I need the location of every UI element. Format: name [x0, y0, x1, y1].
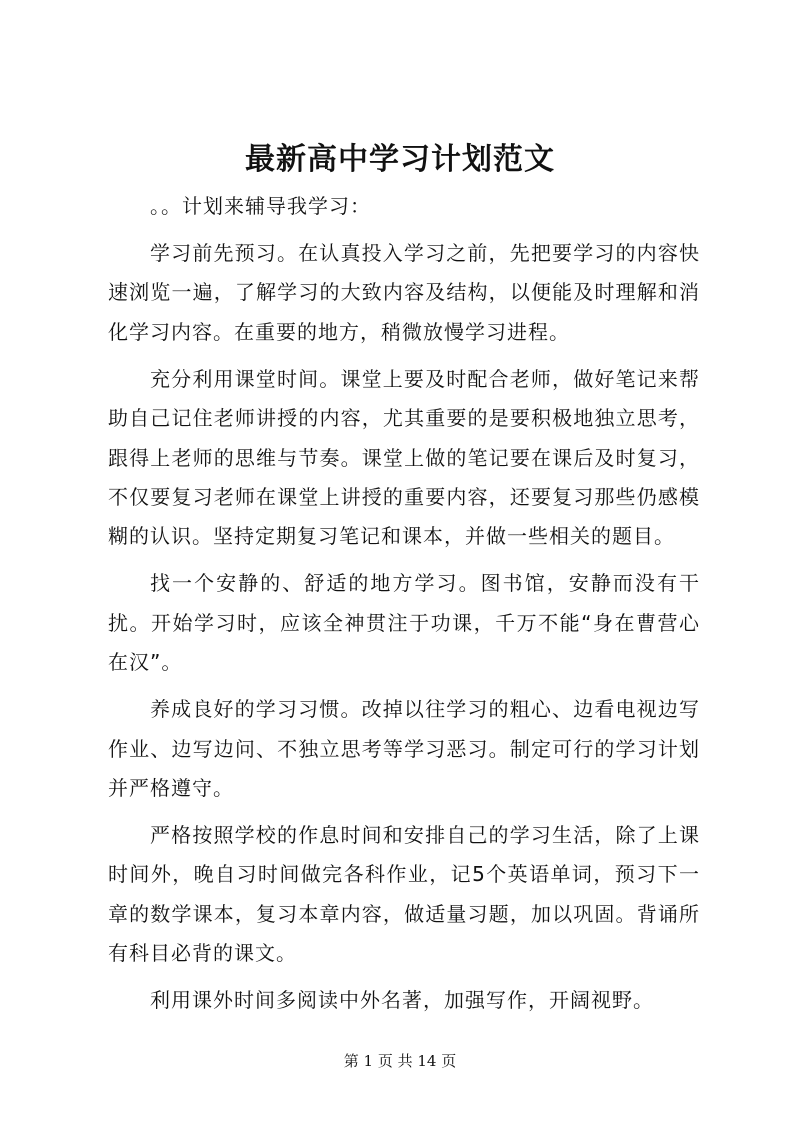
- paragraph-preview: 学习前先预习。在认真投入学习之前，先把要学习的内容快速浏览一遍，了解学习的大致内容及结构，以便能及时理解和消化学习内容。在重要的地方，稍微放慢学习进程。: [108, 241, 700, 344]
- paragraph-reading: 利用课外时间多阅读中外名著，加强写作，开阔视野。: [150, 988, 654, 1013]
- paragraph-schedule: 严格按照学校的作息时间和安排自己的学习生活，除了上课时间外，晚自习时间做完各科作业，记5个英语单词，预习下一章的数学课本，复习本章内容，做适量习题，加以巩固。背诵所有科目必背的课文。: [108, 823, 700, 966]
- document-body: [108, 187, 700, 1021]
- paragraph-habits: 养成良好的学习习惯。改掉以往学习的粗心、边看电视边写作业、边写边问、不独立思考等学习恶习。制定可行的学习计划并严格遵守。: [108, 697, 700, 801]
- document-title: 最新高中学习计划范文: [245, 142, 555, 177]
- paragraph-classroom: 充分利用课堂时间。课堂上要及时配合老师，做好笔记来帮助自己记住老师讲授的内容，尤其重要的是要积极地独立思考，跟得上老师的思维与节奏。课堂上做的笔记要在课后及时复习，不仅要复习老师在课堂上讲授的重要内容，还要复习那些仍感模糊的认识。坚持定期复习笔记和课本，并做一些相关的题目。: [108, 366, 700, 549]
- page-number-footer: 第 1 页 共 14 页: [343, 1052, 457, 1070]
- paragraph-intro: 。。计划来辅导我学习：: [150, 194, 371, 218]
- paragraph-quiet-place: 找一个安静的、舒适的地方学习。图书馆，安静而没有干扰。开始学习时，应该全神贯注于功课，千万不能“身在曹营心在汉”。: [108, 571, 700, 675]
